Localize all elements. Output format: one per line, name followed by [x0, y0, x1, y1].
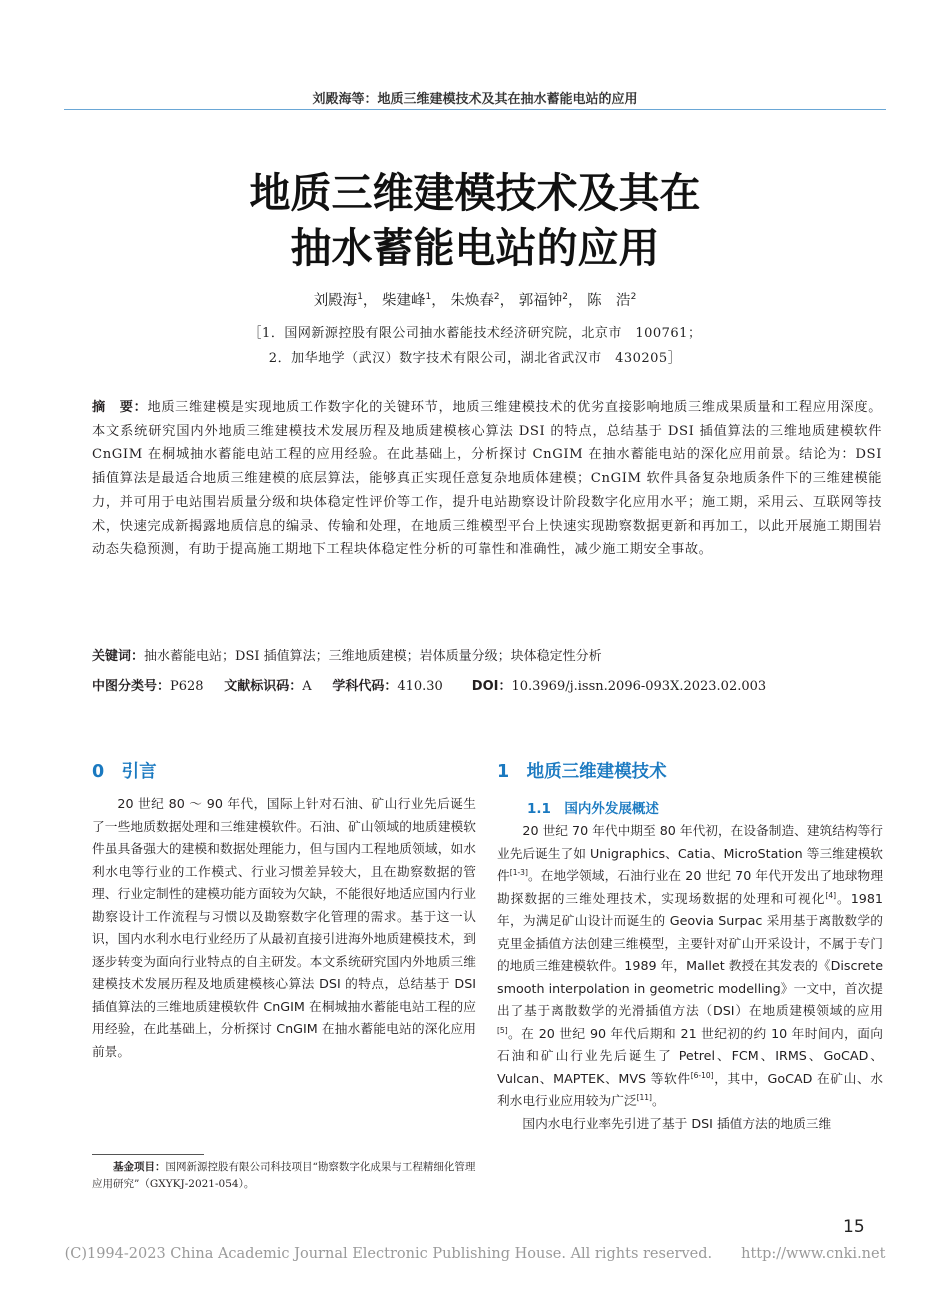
classification-line — [92, 675, 892, 694]
text-run: 。在 20 世纪 90 年代后期和 21 世纪初的约 10 年时间内，面向石油和矿山行业先后诞生了 Petrel、FCM、IRMS、GoCAD、Vulcan、MAPTEK、MVS 等软件 — [497, 1025, 883, 1086]
author-affiliation-mark: 2 — [630, 292, 637, 303]
title-line-2: 抽水蓄能电站的应用 — [290, 224, 660, 272]
affiliation-line-1: ［1．国网新源控股有限公司抽水蓄能技术经济研究院，北京市 100761； — [248, 326, 702, 341]
text-run: 20 世纪 70 年代中期至 80 年代初，在设备制造、建筑结构等行业先后诞生了如 Unigraphics、Catia、MicroStation 等三维建模软件 — [497, 823, 883, 883]
citation[interactable]: [5] — [497, 1025, 508, 1035]
text-run: 。1981 年，为满足矿山设计而诞生的 Geovia Surpac 采用基于离散数学的克里金插值方法创建三维模型，主要针对矿山开采设计，不属于专门的地质三维建模软件。1989 年，Mallet 教授在其发表的《Discrete smooth interpolation in geometric modelling》一文中，首次提出了基于离散数学的光滑插值方法（DSI）在地质建模领域的应用 — [497, 890, 883, 1018]
subject-code-value: 410.30 — [397, 679, 443, 694]
copyright-notice: (C)1994-2023 China Academic Journal Electronic Publishing House. All rights reserved. http://www.cnki.net — [64, 1246, 886, 1262]
keywords-text: 抽水蓄能电站；DSI 插值算法；三维地质建模；岩体质量分级；块体稳定性分析 — [144, 649, 602, 664]
author-name: 郭福钟 — [518, 293, 563, 309]
section-0-heading: 0 引言 — [92, 762, 157, 782]
title-line-1: 地质三维建模技术及其在 — [249, 169, 701, 217]
citation[interactable]: [6-10] — [690, 1070, 714, 1080]
citation[interactable]: [4] — [825, 890, 837, 900]
author-name: 刘殿海 — [313, 293, 358, 309]
left-column — [92, 793, 476, 1063]
author-affiliation-mark: 1 — [357, 292, 363, 303]
citation[interactable]: [1-3] — [509, 867, 528, 877]
running-head: 刘殿海等：地质三维建模技术及其在抽水蓄能电站的应用 — [312, 92, 638, 107]
article-title — [0, 166, 950, 276]
body-paragraph — [497, 820, 883, 1113]
citation[interactable]: [11] — [636, 1092, 652, 1102]
right-column — [497, 820, 883, 1135]
section-1-heading: 1 地质三维建模技术 — [497, 762, 667, 782]
doc-code-value: A — [302, 679, 312, 694]
author-affiliation-mark: 1 — [425, 292, 432, 303]
text-run: 。在地学领域，石油行业在 20 世纪 70 年代开发出了地球物理勘探数据的三维处理技术，实现场数据的处理和可视化 — [497, 868, 884, 906]
author-affiliation-mark: 2 — [493, 292, 500, 303]
funding-footnote — [92, 1159, 476, 1193]
clc-label: 中图分类号： — [92, 679, 171, 694]
header-rule — [64, 109, 886, 110]
clc-value: P628 — [170, 679, 204, 694]
author-name: 柴建峰 — [382, 293, 426, 309]
text-run: ，其中，GoCAD 在矿山、水利水电行业应用较为广泛 — [497, 1070, 883, 1108]
keywords-label: 关键词： — [92, 649, 145, 664]
abstract-label: 摘 要： — [92, 400, 148, 415]
subsection-1-1-heading: 1.1 国内外发展概述 — [527, 801, 659, 817]
author-list: 刘殿海$^1$， 柴建峰$^1$， 朱焕春$^2$， 郭福钟$^2$， 陈 浩$^2$ — [313, 292, 637, 309]
abstract-text: 地质三维建模是实现地质工作数字化的关键环节，地质三维建模技术的优劣直接影响地质三维成果质量和工程应用深度。本文系统研究国内外地质三维建模技术发展历程及地质建模核心算法 DSI 的特点，总结基于 DSI 插值算法的三维地质建模软件 CnGIM 在桐城抽水蓄能电站工程的应用经验。在此基础上，分析探讨 CnGIM 在抽水蓄能电站的深化应用前景。结论为：DSI 插值算法是最适合地质三维建模的底层算法，能够真正实现任意复杂地质体建模；CnGIM 软件具备复杂地质条件下的三维建模能力，并可用于电站围岩质量分级和块体稳定性评价等工作，提升电站勘察设计阶段数字化应用水平；施工期，采用云、互联网等技术，快速完成新揭露地质信息的编录、传输和处理，在地质三维模型平台上快速实现勘察数据更新和再加工，以此开展施工期围岩动态失稳预测，有助于提高施工期地下工程块体稳定性分析的可靠性和准确性，减少施工期安全事故。 — [92, 400, 883, 558]
doc-code-label: 文献标识码： — [224, 679, 303, 694]
author-name: 朱焕春 — [450, 293, 494, 309]
author-affiliation-mark: 2 — [562, 292, 568, 303]
text-run: 。 — [651, 1093, 665, 1108]
doi-value[interactable]: 10.3969/j.issn.2096-093X.2023.02.003 — [511, 679, 767, 694]
intro-paragraph: 20 世纪 80 ～ 90 年代，国际上针对石油、矿山行业先后诞生了一些地质数据处理和三维建模软件。石油、矿山领域的地质建模软件虽具备强大的建模和数据处理能力，但与国内工程地质领域，如水利水电等行业的工作模式、行业习惯差异较大，且在勘察数据的管理、行业定制性的建模功能方面较为欠缺，不能很好地适应国内行业勘察设计工作流程与习惯以及勘察数字化管理的需求。基于这一认识，国内水利水电行业经历了从最初直接引进海外地质建模技术，到逐步转变为面向行业特点的自主研发。本文系统研究国内外地质三维建模技术发展历程及地质建模核心算法 DSI 的特点，总结基于 DSI 插值算法的三维地质建模软件 CnGIM 在桐城抽水蓄能电站工程的应用经验，在此基础上，分析探讨 CnGIM 在抽水蓄能电站的深化应用前景。 — [92, 796, 476, 1059]
footnote-text: 国网新源控股有限公司科技项目“勘察数字化成果与工程精细化管理应用研究”（GXYKJ-2021-054）。 — [92, 1161, 476, 1190]
body-paragraph: 国内水电行业率先引进了基于 DSI 插值方法的地质三维 — [522, 1115, 832, 1131]
affiliation-line-2: 2．加华地学（武汉）数字技术有限公司，湖北省武汉市 430205］ — [268, 351, 682, 366]
doi-label: DOI： — [471, 679, 512, 694]
footnote-rule — [92, 1154, 204, 1155]
subject-code-label: 学科代码： — [332, 679, 398, 694]
author-name: 陈 浩 — [587, 293, 631, 309]
keywords — [92, 645, 882, 664]
page-number: 15 — [843, 1217, 865, 1237]
abstract — [92, 396, 882, 562]
footnote-label: 基金项目： — [113, 1161, 166, 1173]
